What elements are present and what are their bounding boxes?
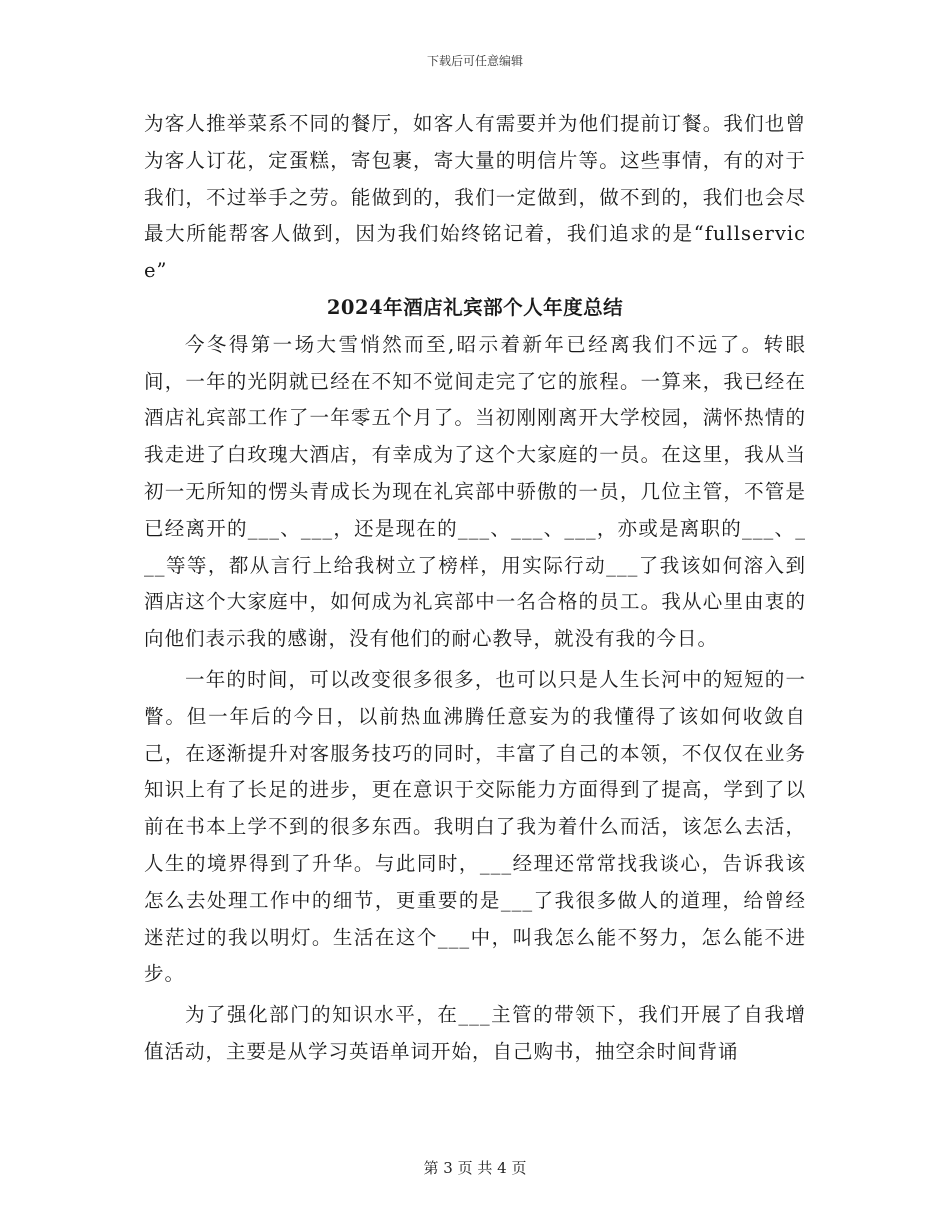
document-title: 2024年酒店礼宾部个人年度总结 [326, 295, 624, 319]
paragraph-3: 为了强化部门的知识水平，在___主管的带领下，我们开展了自我增值活动，主要是从学习英语单词开始，自己购书，抽空余时间背诵 [144, 1003, 806, 1063]
page-header-note: 下载后可任意编辑 [426, 54, 523, 68]
paragraph-1: 今冬得第一场大雪悄然而至,昭示着新年已经离我们不远了。转眼间，一年的光阴就已经在不知不觉间走完了它的旅程。一算来，我已经在酒店礼宾部工作了一年零五个月了。当初刚刚离开大学校园，满怀热情的我走进了白玫瑰大酒店，有幸成为了这个大家庭的一员。在这里，我从当初一无所知的愣头青成长为现在礼宾部中骄傲的一员，几位主管，不管是已经离开的___、___，还是现在的___、___、___，亦或是离职的___、___等等，都从言行上给我树立了榜样，用实际行动___了我该如何溶入到酒店这个大家庭中，如何成为礼宾部中一名合格的员工。我从心里由衷的向他们表示我的感谢，没有他们的耐心教导，就没有我的今日。 [144, 332, 806, 651]
document-body [144, 106, 806, 1071]
paragraph-2: 一年的时间，可以改变很多很多，也可以只是人生长河中的短短的一瞥。但一年后的今日，以前热血沸腾任意妄为的我懂得了该如何收敛自己，在逐渐提升对客服务技巧的同时，丰富了自己的本领，不仅仅在业务知识上有了长足的进步，更在意识于交际能力方面得到了提高，学到了以前在书本上学不到的很多东西。我明白了我为着什么而活，该怎么去活，人生的境界得到了升华。与此同时，___经理还常常找我谈心，告诉我该怎么去处理工作中的细节，更重要的是___了我很多做人的道理，给曾经迷茫过的我以明灯。生活在这个___中，叫我怎么能不努力，怎么能不进步。 [144, 667, 806, 986]
intro-paragraph: 为客人推举菜系不同的餐厅，如客人有需要并为他们提前订餐。我们也曾为客人订花，定蛋糕，寄包裹，寄大量的明信片等。这些事情，有的对于我们，不过举手之劳。能做到的，我们一定做到，做不到的，我们也会尽最大所能帮客人做到，因为我们始终铭记着，我们追求的是“fullservice” [144, 112, 806, 283]
page-number: 第 3 页 共 4 页 [423, 1159, 527, 1177]
